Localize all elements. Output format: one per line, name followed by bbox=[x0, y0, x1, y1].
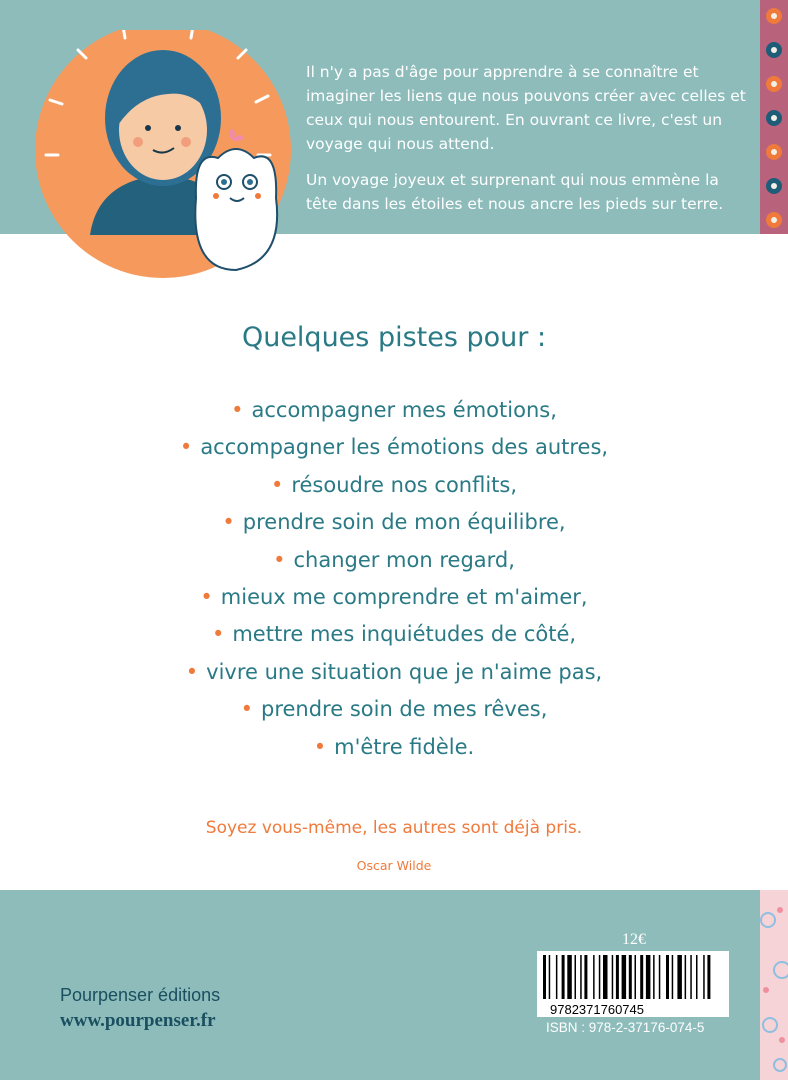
list-item: • résoudre nos conflits, bbox=[270, 472, 518, 497]
barcode-bar bbox=[629, 955, 632, 999]
list-item: • prendre soin de mon équilibre, bbox=[222, 510, 566, 535]
bullet-icon: • bbox=[270, 472, 284, 497]
list-item: • vivre une situation que je n'aime pas, bbox=[185, 659, 603, 684]
publisher-name: Pourpenser éditions bbox=[60, 985, 221, 1005]
barcode-bar bbox=[677, 955, 682, 999]
quote-author: Oscar Wilde bbox=[356, 858, 432, 873]
barcode-bar bbox=[575, 955, 577, 999]
intro-paragraph-1: Il n'y a pas d'âge pour apprendre à se connaître et imaginer les liens que nous pouvons créer avec celles et ceux qui nous entourent. En ouvrant ce livre, c'est un voyage qui nous attend. bbox=[306, 63, 746, 153]
list-heading: Quelques pistes pour : bbox=[241, 322, 547, 353]
floral-side-strip-bottom bbox=[760, 890, 788, 1080]
publisher-website-link[interactable]: www.pourpenser.fr bbox=[60, 1010, 216, 1031]
barcode-bar bbox=[549, 955, 551, 999]
barcode-bar bbox=[690, 955, 692, 999]
barcode-bar bbox=[593, 955, 595, 999]
list-item: • prendre soin de mes rêves, bbox=[240, 697, 548, 722]
bullet-icon: • bbox=[222, 510, 235, 535]
bullet-icon: • bbox=[240, 697, 253, 722]
barcode-bar bbox=[653, 955, 655, 999]
price-label: 12€ bbox=[622, 931, 646, 948]
bullet-icon: • bbox=[231, 398, 244, 422]
barcode-bar bbox=[580, 955, 582, 999]
isbn-label: ISBN : 978-2-37176-074-5 bbox=[546, 1020, 705, 1035]
barcode-bar bbox=[584, 955, 587, 999]
barcode-bar bbox=[612, 955, 614, 999]
barcode-bar bbox=[567, 955, 572, 999]
list-item: • accompagner mes émotions, bbox=[231, 398, 557, 422]
barcode-bar bbox=[616, 955, 619, 999]
floral-side-strip-top bbox=[760, 0, 788, 234]
intro-paragraph-2: Un voyage joyeux et surprenant qui nous emmène la tête dans les étoiles et nous ancre les pieds sur terre. bbox=[306, 171, 724, 213]
barcode-bar bbox=[599, 955, 601, 999]
barcode-bar bbox=[640, 955, 643, 999]
barcode-bar bbox=[543, 955, 546, 999]
barcode-bar bbox=[622, 955, 627, 999]
tips-list bbox=[0, 392, 788, 766]
intro-text bbox=[306, 60, 746, 228]
bullet-icon: • bbox=[185, 659, 199, 684]
list-item: • mieux me comprendre et m'aimer, bbox=[200, 584, 588, 609]
bullet-icon: • bbox=[313, 734, 327, 759]
bullet-icon: • bbox=[211, 622, 225, 647]
barcode-bar bbox=[685, 955, 687, 999]
girl-and-cat-illustration bbox=[18, 30, 318, 280]
barcode-bar bbox=[672, 955, 674, 999]
list-item: • accompagner les émotions des autres, bbox=[179, 435, 609, 460]
barcode-bar bbox=[556, 955, 558, 999]
list-item: • m'être fidèle. bbox=[313, 734, 475, 759]
list-item: • changer mon regard, bbox=[273, 547, 515, 572]
barcode-bar bbox=[659, 955, 661, 999]
barcode-number: 9782371760745 bbox=[550, 1002, 720, 1017]
bullet-icon: • bbox=[179, 435, 193, 460]
barcode-bar bbox=[646, 955, 651, 999]
barcode-bar bbox=[603, 955, 608, 999]
bullet-icon: • bbox=[273, 547, 286, 572]
list-item: • mettre mes inquiétudes de côté, bbox=[211, 622, 577, 647]
barcode-bars bbox=[537, 951, 729, 1001]
barcode-bar bbox=[635, 955, 637, 999]
quote-text: Soyez vous-même, les autres sont déjà pris. bbox=[205, 818, 583, 838]
barcode-bar bbox=[562, 955, 565, 999]
barcode-bar bbox=[703, 955, 705, 999]
barcode-bar bbox=[707, 955, 710, 999]
barcode-bar bbox=[666, 955, 669, 999]
barcode-bar bbox=[696, 955, 698, 999]
bullet-icon: • bbox=[200, 584, 213, 609]
